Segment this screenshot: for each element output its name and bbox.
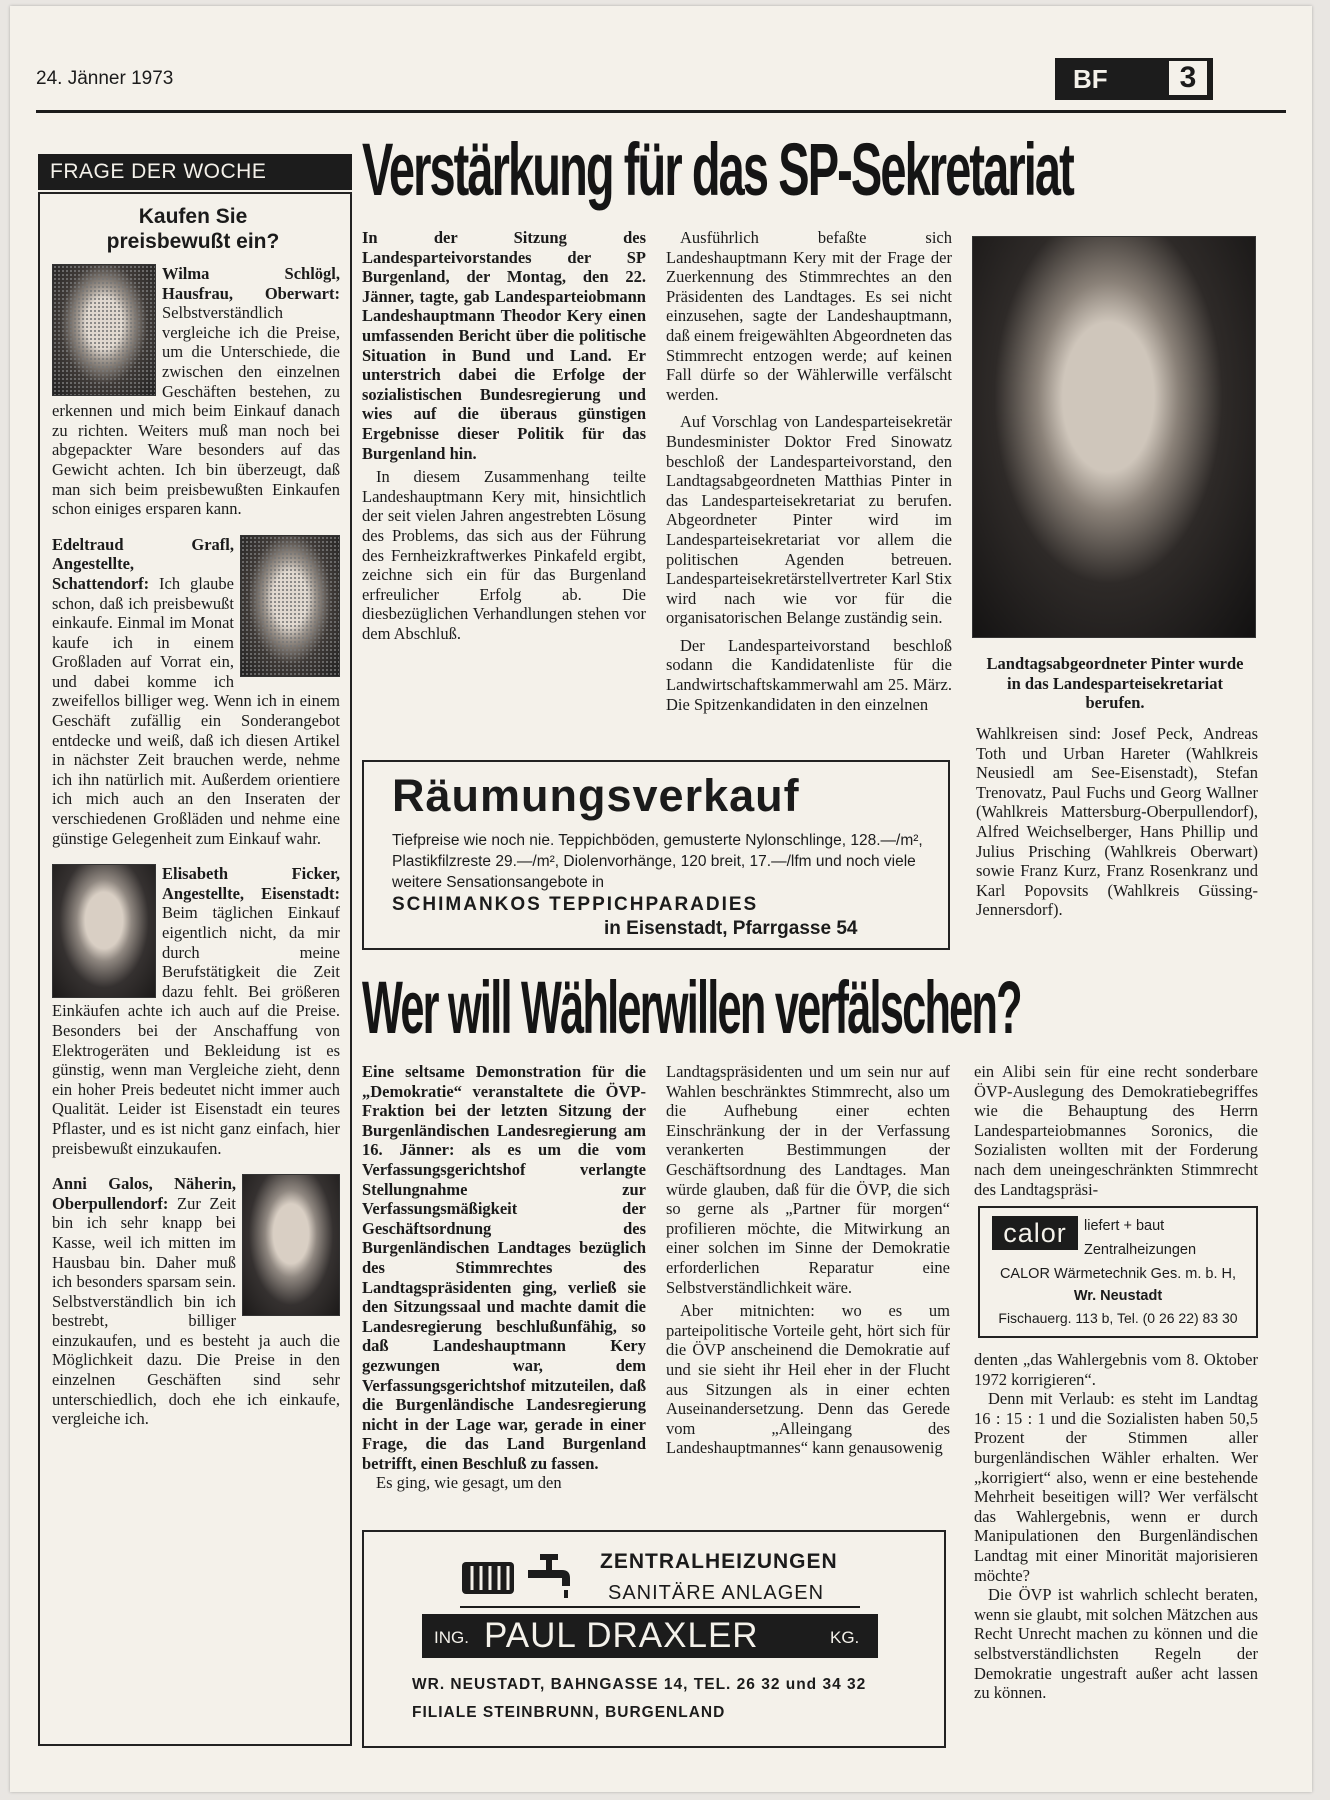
draxler-line2: SANITÄRE ANLAGEN [608, 1582, 825, 1604]
article2-col3-p1: ein Alibi sein für eine recht sonderbare ÖVP-Auslegung des Demokratiebegriffes wie die Behauptung des Herrn Landesparteiobmannes Soronics, die Sozialisten wollten mit der Forderung nach dem uneingeschränkten Stimmrecht des Landtagspräsi- [974, 1062, 1258, 1199]
draxler-suffix: KG. [830, 1628, 860, 1647]
draxler-line-rule [460, 1606, 860, 1608]
pinter-caption: Landtagsabgeordneter Pinter wurde in das Landesparteisekretariat berufen. [986, 654, 1244, 713]
calor-logo: calor [992, 1216, 1078, 1250]
answer-1-intro: Wilma Schlögl, Hausfrau, Oberwart: [162, 264, 340, 303]
answer-2-text: Ich glaube schon, daß ich preisbewußt einkaufe. Einmal im Monat kaufe ich in einem Großladen auf Vorrat ein, und dabei komme ich zweifellos billiger weg. Wenn ich in einem Geschäft zufällig ein Sonderangebot entdecke und weiß, daß ich diesen Artikel in nächster Zeit brauchen werde, nehme ich ihn natürlich mit. Außerdem orientiere ich mich auch an den Inseraten der verschiedenen Großläden und nehme eine günstige Gelegenheit zum Einkauf wahr. [52, 573, 340, 848]
header-brand-bar [1055, 58, 1213, 100]
calor-line1: liefert + baut [1084, 1218, 1165, 1234]
ad-raeumung-title: Räumungsverkauf [392, 770, 800, 821]
article2-para1: Es ging, wie gesagt, um den [376, 1473, 562, 1493]
ad-calor [978, 1206, 1258, 1338]
article1-col1 [362, 228, 646, 643]
answer-1-text: Selbstverständlich vergleiche ich die Preise, um die Unterschiede, die zwischen den einzelnen Geschäften bestehen, zu erkennen und mich beim Einkauf danach zu richten. Weiters muß man noch bei abgepackter Ware besonders auf das Gewicht achten. Ich bin überzeugt, daß man sich beim preisbewußten Einkaufen schon einiges ersparen kann. [52, 303, 340, 519]
article1-para4: Der Landesparteivorstand beschloß sodann die Kandidatenliste für die Landwirtschaftskammerwahl am 25. März. Die Spitzenkandidaten in den einzelnen [666, 635, 952, 714]
answer-3-text: Beim täglichen Einkauf eigentlich nicht, da mir durch meine Berufstätigkeit die Zeit dazu fehlt. Bei größeren Einkäufen achte ich auch auf die Preise. Besonders bei der Anschaffung von Elektrogeräten und Bekleidung ist es günstig, wenn man Vergleiche zieht, denn ein hoher Preis bedeutet nicht immer auch Qualität. Leider ist Eisenstadt ein teures Pflaster, und es ist nicht ganz einfach, hier preisbewußt einzukaufen. [52, 903, 340, 1158]
answer-1 [52, 264, 340, 519]
brand-label: BF [1073, 64, 1108, 94]
draxler-address1: WR. NEUSTADT, BAHNGASSE 14, TEL. 26 32 und 34 32 [412, 1676, 867, 1693]
draxler-line1: ZENTRALHEIZUNGEN [600, 1550, 838, 1573]
article2-col3-p2: denten „das Wahlergebnis vom 8. Oktober 1972 korrigieren“. [974, 1350, 1258, 1389]
article1-para1: In diesem Zusammenhang teilte Landeshauptmann Kery mit, hinsichtlich der seit vielen Jahren angestrebten Lösung des Problems, das sich aus der Führung des Fernheizkraftwerkes Pinkafeld ergibt, zeichne sich ein für das Burgenland erfreulicher Erfolg ab. Die diesbezüglichen Verhandlungen stehen vor dem Abschluß. [362, 467, 646, 643]
article1-col2 [666, 228, 952, 714]
calor-line2: Zentralheizungen [1084, 1242, 1197, 1258]
article2-col3-top [974, 1062, 1258, 1199]
article1-lead: In der Sitzung des Landesparteivorstandes der SP Burgenland, der Montag, den 22. Jänner, tagte, gab Landesparteiobmann Landeshauptmann Theodor Kery einen umfassenden Bericht über die politische Situation in Bund und Land. Er unterstrich dabei die Erfolge der sozialistischen Bundesregierung und wies auf die überaus günstigen Ergebnisse dieser Politik für das Burgenland hin. [362, 228, 646, 463]
answer-2 [52, 535, 340, 849]
portrait-man [972, 236, 1256, 638]
page-number: 3 [1169, 61, 1207, 95]
radiator-icon [460, 1558, 516, 1598]
portrait-woman-3 [52, 864, 156, 998]
newspaper-page [10, 6, 1312, 1792]
answer-4 [52, 1174, 340, 1429]
article2-col3-p3: Denn mit Verlaub: es steht im Landtag 16 : 15 : 1 und die Sozialisten haben 50,5 Prozent der Stimmen aller burgenländischen Wähler erhalten. Wer „korrigiert“ also, wenn er eine bestehende Mehrheit beseitigen will? Wer verfälscht das Wahlergebnis, wenn er durch Manipulationen den Burgenländischen Landtag mit einer Minorität majorisieren möchte? [974, 1389, 1258, 1585]
article2-col2-p2: Aber mitnichten: wo es um parteipolitische Vorteile geht, hört sich für die ÖVP anscheinend die Demokratie auf und sie sieht ihr Heil eher in der Flucht aus Sitzungen als in einer echten Auseinandersetzung. Denn das Gerede vom „Alleingang des Landeshauptmannes“ kann genausowenig [666, 1301, 950, 1458]
answer-2-intro: Edeltraud Grafl, Angestellte, Schattendorf: [52, 534, 234, 593]
article1-para3: Auf Vorschlag von Landesparteisekretär Bundesminister Doktor Fred Sinowatz beschloß der Landesparteivorstand, den Landtagsabgeordneten Matthias Pinter in das Landesparteisekretariat zu berufen. Abgeordneter Pinter wird im Landesparteisekretariat vor allem die politischen Agenden betreuen. Landesparteisekretärstellvertreter Karl Stix wird nach wie vor für die organisatorischen Belange zuständig sein. [666, 412, 952, 628]
answer-3 [52, 864, 340, 1158]
article1-col3 [976, 724, 1258, 920]
draxler-prefix: ING. [434, 1628, 469, 1647]
article2-lead: Eine seltsame Demonstration für die „Demokratie“ veranstaltete die ÖVP-Fraktion bei der letzten Sitzung der Burgenländischen Landesregierung am 16. Jänner: als es um die vom Verfassungsgerichtshof verlangte Stellungnahme zur Verfassungsmäßigkeit der Geschäftsordnung des Burgenländischen Landtages bezüglich des Stimmrechtes des Landtagspräsidenten ging, verließ sie den Sitzungssaal und machte damit die Landesregierung beschlußunfähig, so daß Landeshauptmann Kery gezwungen war, dem Verfassungsgerichtshof mitzuteilen, daß die Burgenländische Landesregierung nicht in der Lage war, gerade in einer Frage, die das Land Burgenland betrifft, einen Beschluß zu fassen. [362, 1062, 646, 1473]
draxler-name-bar [422, 1614, 878, 1658]
portrait-woman-2 [240, 535, 340, 677]
article1-para5: Wahlkreisen sind: Josef Peck, Andreas Toth und Urban Hareter (Wahlkreis Neusiedl am See-Eisenstadt), Stefan Trenovatz, Paul Fuchs und Georg Wallner (Wahlkreis Mattersburg-Oberpullendorf), Alfred Weichselberger, Hans Phillip und Julius Prisching (Wahlkreis Oberwart) sowie Franz Kurz, Franz Rosenkranz und Karl Popovsits (Wahlkreis Güssing-Jennersdorf). [976, 724, 1258, 920]
calor-company: CALOR Wärmetechnik Ges. m. b. H, [999, 1266, 1237, 1282]
answer-4-text: Zur Zeit bin ich sehr knapp bei Kasse, weil ich mitten im Hausbau bin. Daher muß ich besonders sparsam sein. Selbstverständlich bin ich bestrebt, billiger einzukaufen, und es besteht ja auch die Möglichkeit dazu. Die Preise in den einzelnen Geschäften sind sehr unterschiedlich, doch ehe ich einkaufe, vergleiche ich. [52, 1193, 340, 1429]
article2-col3-p4: Die ÖVP ist wahrlich schlecht beraten, wenn sie glaubt, mit solchen Mätzchen aus Recht Unrecht machen zu können und die selbstverständlichsten Regeln der Demokratie ungestraft außer acht lassen zu können. [974, 1585, 1258, 1703]
sidebar-question: Kaufen Sie preisbewußt ein? [106, 205, 280, 253]
portrait-woman-4 [242, 1174, 340, 1316]
article2-col2 [666, 1062, 950, 1458]
header-rule [36, 110, 1286, 113]
calor-address: Fischauerg. 113 b, Tel. (0 26 22) 83 30 [998, 1310, 1238, 1326]
ad-raeumungsverkauf [362, 760, 950, 950]
issue-date: 24. Jänner 1973 [36, 68, 174, 89]
faucet-icon [524, 1552, 574, 1604]
headline-1: Verstärkung für das SP-Sekretariat [362, 128, 1073, 211]
article2-col2-p1: Landtagspräsidenten und um sein nur auf Wahlen beschränktes Stimmrecht, also um die Aufhebung einer echten Einschränkung der in der Verfassung verankerten Bestimmungen der Geschäftsordnung des Landtages. Man würde glauben, daß für die ÖVP, die sich so gerne als „Partner für morgen“ profilieren möchte, die Mitwirkung an einer solchen im Sinne der Demokratie erforderlichen Reparatur eine Selbstverständlichkeit wäre. [666, 1062, 950, 1297]
ad-draxler [362, 1530, 946, 1748]
ad-raeumung-shop: SCHIMANKOS TEPPICHPARADIES [392, 894, 759, 915]
answer-3-intro: Elisabeth Ficker, Angestellte, Eisenstadt: [162, 864, 340, 903]
ad-raeumung-text: Tiefpreise wie noch nie. Teppichböden, gemusterte Nylonschlinge, 128.—/m², Plastikfilzreste 29.—/m², Diolenvorhänge, 120 breit, 17.—/lfm und noch viele weitere Sensationsangebote in [392, 832, 923, 891]
ad-raeumung-address: in Eisenstadt, Pfarrgasse 54 [604, 918, 858, 939]
draxler-address2: FILIALE STEINBRUNN, BURGENLAND [412, 1704, 726, 1721]
answer-4-intro: Anni Galos, Näherin, Oberpullendorf: [52, 1174, 236, 1213]
sidebar-answers [52, 264, 340, 1429]
draxler-name: PAUL DRAXLER [484, 1616, 759, 1655]
article1-para2: Ausführlich befaßte sich Landeshauptmann Kery mit der Frage der Zuerkennung des Stimmrechtes an den Präsidenten des Landtages. Es sei nicht einzusehen, sagte der Landeshauptmann, daß einem freigewählten Abgeordneten das Stimmrecht entzogen werde; auf keinen Fall dürfe so der Wählerwille verfälscht werden. [666, 228, 952, 404]
article2-col3-bottom [974, 1350, 1258, 1703]
portrait-woman-1 [52, 264, 156, 396]
calor-city: Wr. Neustadt [1073, 1288, 1163, 1304]
section-label: FRAGE DER WOCHE [38, 154, 352, 190]
headline-2: Wer will Wählerwillen verfälschen? [362, 966, 1021, 1049]
article2-col1 [362, 1062, 646, 1493]
